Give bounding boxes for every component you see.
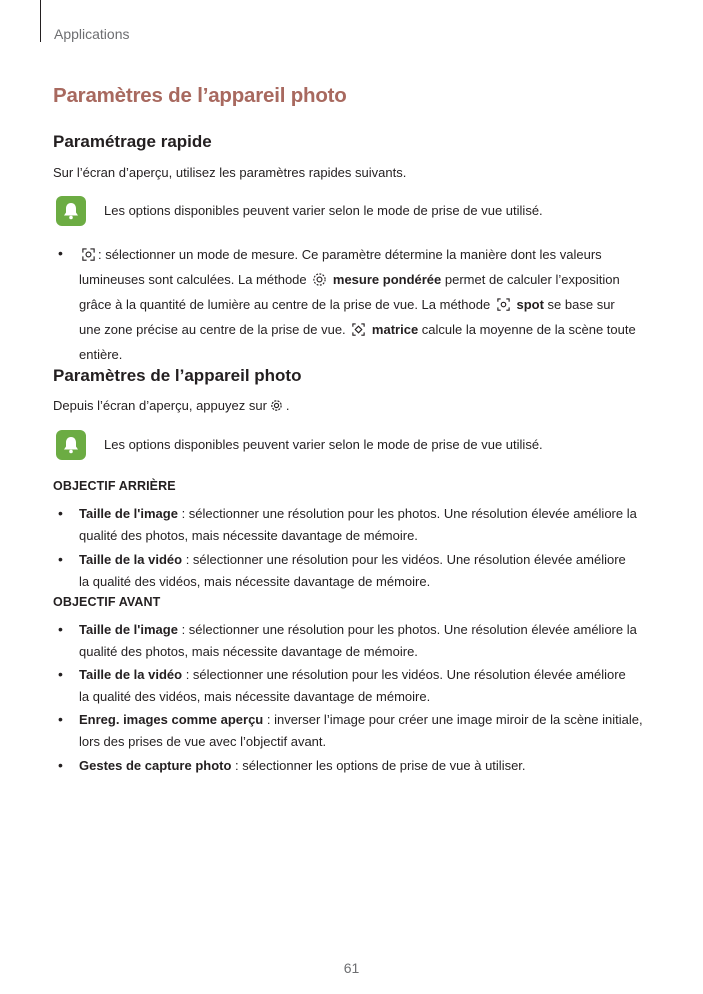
bullet: • [58,245,63,261]
capture-gestures-item [79,755,654,777]
item-term: Taille de l'image [79,506,178,521]
item-line-2: qualité des photos, mais nécessite davantage de mémoire. [79,644,418,659]
spot-label: spot [516,297,544,312]
item-text: : sélectionner une résolution pour les photos. Une résolution élevée améliore la [177,622,637,637]
metering-text-4a: une zone précise au centre de la prise de vue. [79,322,346,337]
front-video-size-item [79,664,654,708]
matrix-icon [351,322,366,344]
item-text: : sélectionner une résolution pour les vidéos. Une résolution élevée améliore [182,552,626,567]
bullet: • [58,666,63,682]
metering-line-4 [79,319,654,344]
page-title: Paramètres de l’appareil photo [53,84,347,107]
spot-icon [496,297,511,319]
item-line-2: lors des prises de vue avec l’objectif avant. [79,734,327,749]
item-line-2: qualité des photos, mais nécessite davantage de mémoire. [79,528,418,543]
camera-settings-intro-text: Depuis l’écran d’aperçu, appuyez sur [53,398,267,413]
item-line-1 [79,549,654,571]
rear-camera-heading: OBJECTIF ARRIÈRE [53,479,176,493]
header-rule [40,0,41,42]
item-term: Taille de la vidéo [79,667,183,682]
rear-video-size-item [79,549,654,593]
front-camera-heading: OBJECTIF AVANT [53,595,161,609]
item-line-1 [79,709,654,731]
metering-text-3c: se base sur [547,297,615,312]
item-line-2: la qualité des vidéos, mais nécessite davantage de mémoire. [79,689,431,704]
item-text: : sélectionner les options de prise de vue à utiliser. [231,758,526,773]
metering-text-2a: lumineuses sont calculées. La méthode [79,272,307,287]
item-term: Gestes de capture photo [79,758,232,773]
quick-settings-heading: Paramétrage rapide [53,132,212,151]
section-label: Applications [54,26,130,42]
rear-image-size-item [79,503,654,547]
camera-settings-heading: Paramètres de l’appareil photo [53,366,302,385]
camera-settings-note: Les options disponibles peuvent varier selon le mode de prise de vue utilisé. [104,437,543,452]
bullet: • [58,505,63,521]
note-bell-icon [56,430,86,460]
item-text: : sélectionner une résolution pour les vidéos. Une résolution élevée améliore [182,667,626,682]
item-term: Taille de l'image [79,622,178,637]
item-term: Enreg. images comme aperçu [79,712,264,727]
matrix-label: matrice [371,322,419,337]
item-line-1 [79,755,654,777]
item-line-1 [79,619,654,641]
note-bell-icon [56,196,86,226]
bullet: • [58,621,63,637]
item-text: : sélectionner une résolution pour les photos. Une résolution élevée améliore la [177,506,637,521]
front-image-size-item [79,619,654,663]
metering-text-2c: permet de calculer l’exposition [444,272,620,287]
item-text: : inverser l’image pour créer une image miroir de la scène initiale, [263,712,643,727]
item-line-2: la qualité des vidéos, mais nécessite davantage de mémoire. [79,574,431,589]
metering-line-1 [79,244,654,269]
center-weighted-icon [312,272,327,294]
metering-line-3 [79,294,654,319]
metering-icon [81,247,96,269]
metering-line-2 [79,269,654,294]
metering-text-1: : sélectionner un mode de mesure. Ce paramètre détermine la manière dont les valeurs [98,247,602,262]
metering-text-4c: calcule la moyenne de la scène toute [421,322,636,337]
bullet: • [58,551,63,567]
item-term: Taille de la vidéo [79,552,183,567]
quick-settings-note: Les options disponibles peuvent varier selon le mode de prise de vue utilisé. [104,203,543,218]
metering-text-3a: grâce à la quantité de lumière au centre de la prise de vue. La méthode [79,297,491,312]
quick-settings-intro: Sur l’écran d’aperçu, utilisez les paramètres rapides suivants. [53,165,407,180]
gear-icon [269,398,284,419]
bullet: • [58,757,63,773]
page-number: 61 [343,960,360,976]
item-line-1 [79,503,654,525]
item-line-1 [79,664,654,686]
center-weighted-label: mesure pondérée [332,272,442,287]
metering-mode-item [79,244,654,366]
metering-line-5: entière. [79,347,123,362]
bullet: • [58,711,63,727]
camera-settings-intro-period: . [285,398,290,413]
camera-settings-intro [53,396,290,419]
save-as-preview-item [79,709,654,753]
